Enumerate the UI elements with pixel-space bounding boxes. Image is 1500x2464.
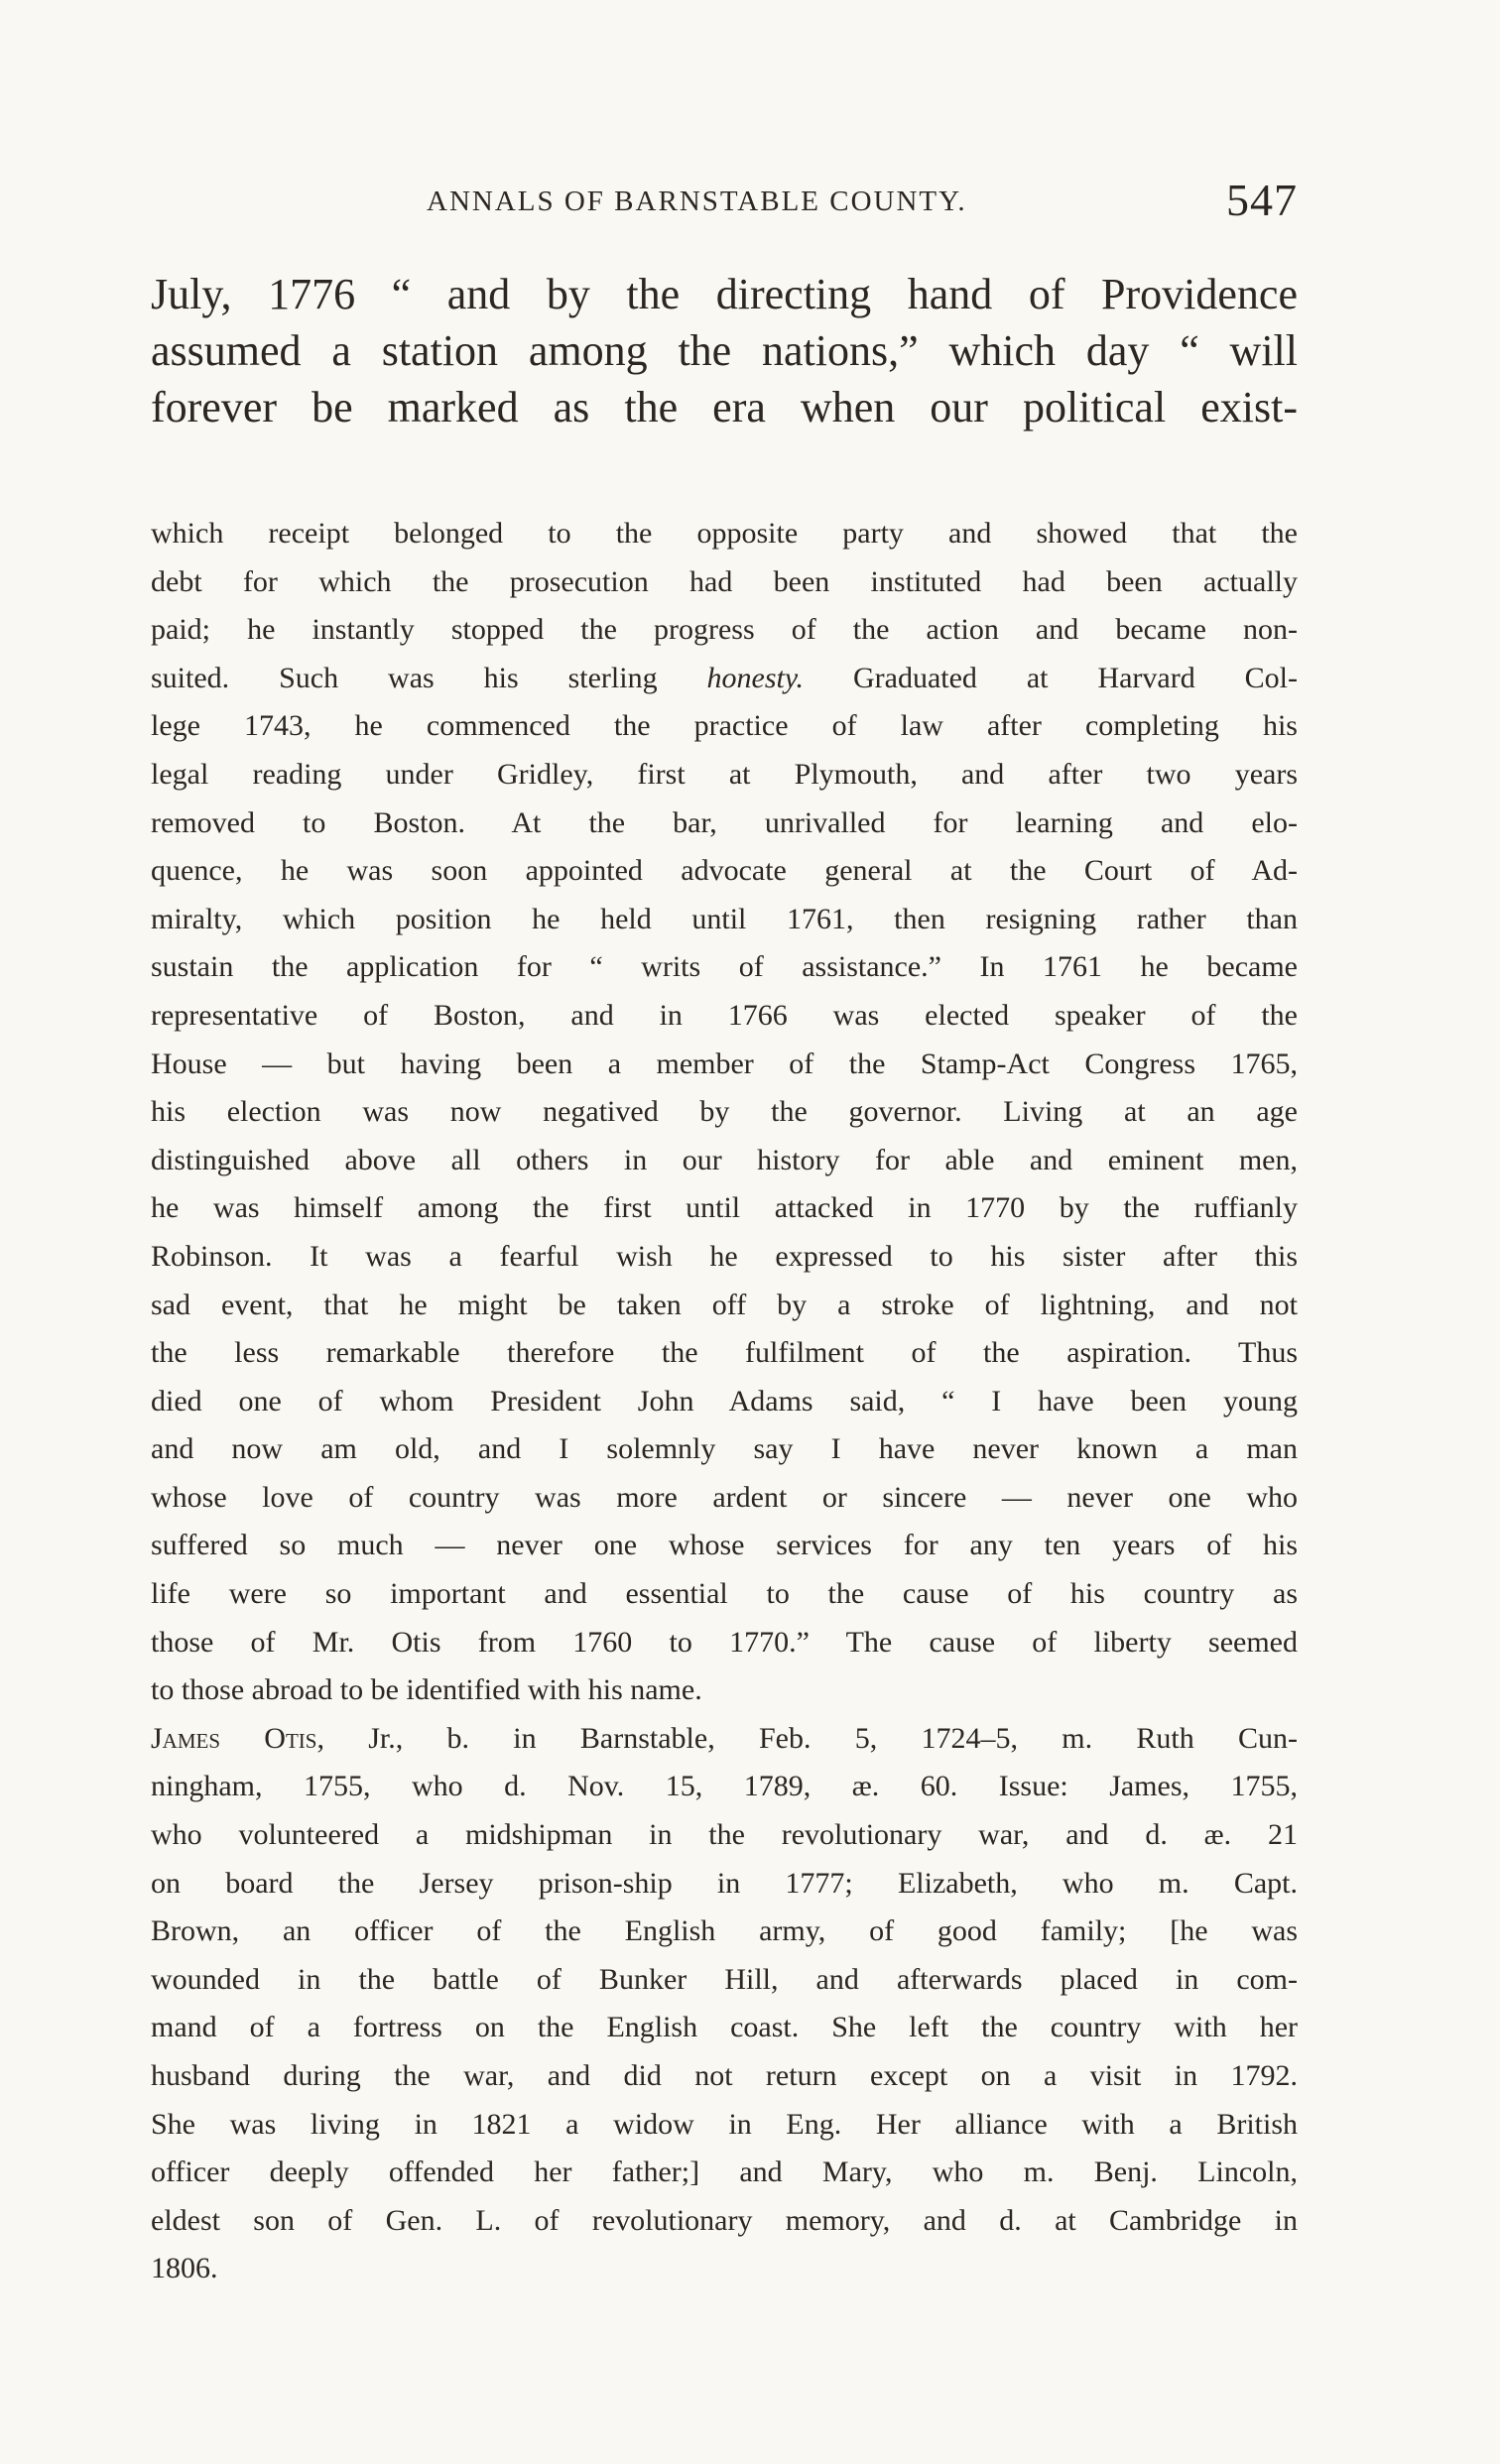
footnote-line xyxy=(151,1715,1298,1764)
footnote-line: which receipt belonged to the opposite party and showed that the xyxy=(151,517,1298,550)
footnote xyxy=(151,510,1298,2293)
person-name: James Otis xyxy=(151,1721,317,1755)
footnote-line: miralty, which position he held until 1761, then resigning rather than xyxy=(151,902,1298,935)
running-head xyxy=(427,174,1298,233)
main-text-line: forever be marked as the era when our political exist- xyxy=(151,383,1298,431)
footnote-line: the less remarkable therefore the fulfilment of the aspiration. Thus xyxy=(151,1336,1298,1370)
footnote-line: his election was now negatived by the governor. Living at an age xyxy=(151,1095,1298,1129)
main-text-line: July, 1776 “ and by the directing hand of Providence xyxy=(151,270,1298,318)
footnote-line: who volunteered a midshipman in the revolutionary war, and d. æ. 21 xyxy=(151,1818,1298,1852)
footnote-line: life were so important and essential to the cause of his country as xyxy=(151,1577,1298,1611)
footnote-line: husband during the war, and did not return except on a visit in 1792. xyxy=(151,2059,1298,2092)
footnote-line: representative of Boston, and in 1766 was elected speaker of the xyxy=(151,998,1298,1032)
page-number: 547 xyxy=(1226,175,1298,225)
footnote-line: he was himself among the first until attacked in 1770 by the ruffianly xyxy=(151,1191,1298,1225)
footnote-line: distinguished above all others in our history for able and eminent men, xyxy=(151,1143,1298,1176)
footnote-line: mand of a fortress on the English coast. She left the country with her xyxy=(151,2011,1298,2044)
running-title: ANNALS OF BARNSTABLE COUNTY. xyxy=(427,185,967,217)
footnote-line: to those abroad to be identified with his name. xyxy=(151,1673,702,1707)
footnote-line xyxy=(151,655,1298,703)
footnote-line: legal reading under Gridley, first at Plymouth, and after two years xyxy=(151,757,1298,791)
footnote-line: officer deeply offended her father;] and Mary, who m. Benj. Lincoln, xyxy=(151,2156,1298,2189)
footnote-line: and now am old, and I solemnly say I have never known a man xyxy=(151,1432,1298,1466)
footnote-line: on board the Jersey prison-ship in 1777; Elizabeth, who m. Capt. xyxy=(151,1866,1298,1900)
footnote-line: She was living in 1821 a widow in Eng. Her alliance with a British xyxy=(151,2107,1298,2141)
footnote-line: removed to Boston. At the bar, unrivalled for learning and elo- xyxy=(151,805,1298,839)
footnote-line: died one of whom President John Adams said, “ I have been young xyxy=(151,1384,1298,1417)
emphasis-text: honesty. xyxy=(706,661,805,694)
footnote-text: suited. Such was his sterling xyxy=(151,661,707,694)
footnote-line: whose love of country was more ardent or sincere — never one who xyxy=(151,1480,1298,1514)
footnote-line: Robinson. It was a fearful wish he expressed to his sister after this xyxy=(151,1239,1298,1273)
footnote-line: lege 1743, he commenced the practice of law after completing his xyxy=(151,709,1298,743)
footnote-line: wounded in the battle of Bunker Hill, and afterwards placed in com- xyxy=(151,1962,1298,1996)
footnote-line: debt for which the prosecution had been instituted had been actually xyxy=(151,564,1298,598)
footnote-line: those of Mr. Otis from 1760 to 1770.” The cause of liberty seemed xyxy=(151,1625,1298,1659)
footnote-line: suffered so much — never one whose services for any ten years of his xyxy=(151,1529,1298,1562)
footnote-text: Graduated at Harvard Col- xyxy=(804,661,1299,694)
footnote-line: House — but having been a member of the Stamp-Act Congress 1765, xyxy=(151,1047,1298,1080)
footnote-line: 1806. xyxy=(151,2252,218,2285)
footnote-line: sad event, that he might be taken off by a stroke of lightning, and not xyxy=(151,1288,1298,1321)
footnote-line: eldest son of Gen. L. of revolutionary memory, and d. at Cambridge in xyxy=(151,2203,1298,2237)
footnote-line: ningham, 1755, who d. Nov. 15, 1789, æ. 60. Issue: James, 1755, xyxy=(151,1770,1298,1803)
main-text xyxy=(151,266,1298,435)
footnote-line: quence, he was soon appointed advocate general at the Court of Ad- xyxy=(151,854,1298,888)
main-text-line: assumed a station among the nations,” which day “ will xyxy=(151,326,1298,375)
footnote-line: Brown, an officer of the English army, of good family; [he was xyxy=(151,1914,1298,1948)
footnote-line: paid; he instantly stopped the progress of the action and became non- xyxy=(151,613,1298,647)
footnote-text: , Jr., b. in Barnstable, Feb. 5, 1724–5, m. Ruth Cun- xyxy=(316,1721,1298,1755)
footnote-line: sustain the application for “ writs of assistance.” In 1761 he became xyxy=(151,950,1298,984)
